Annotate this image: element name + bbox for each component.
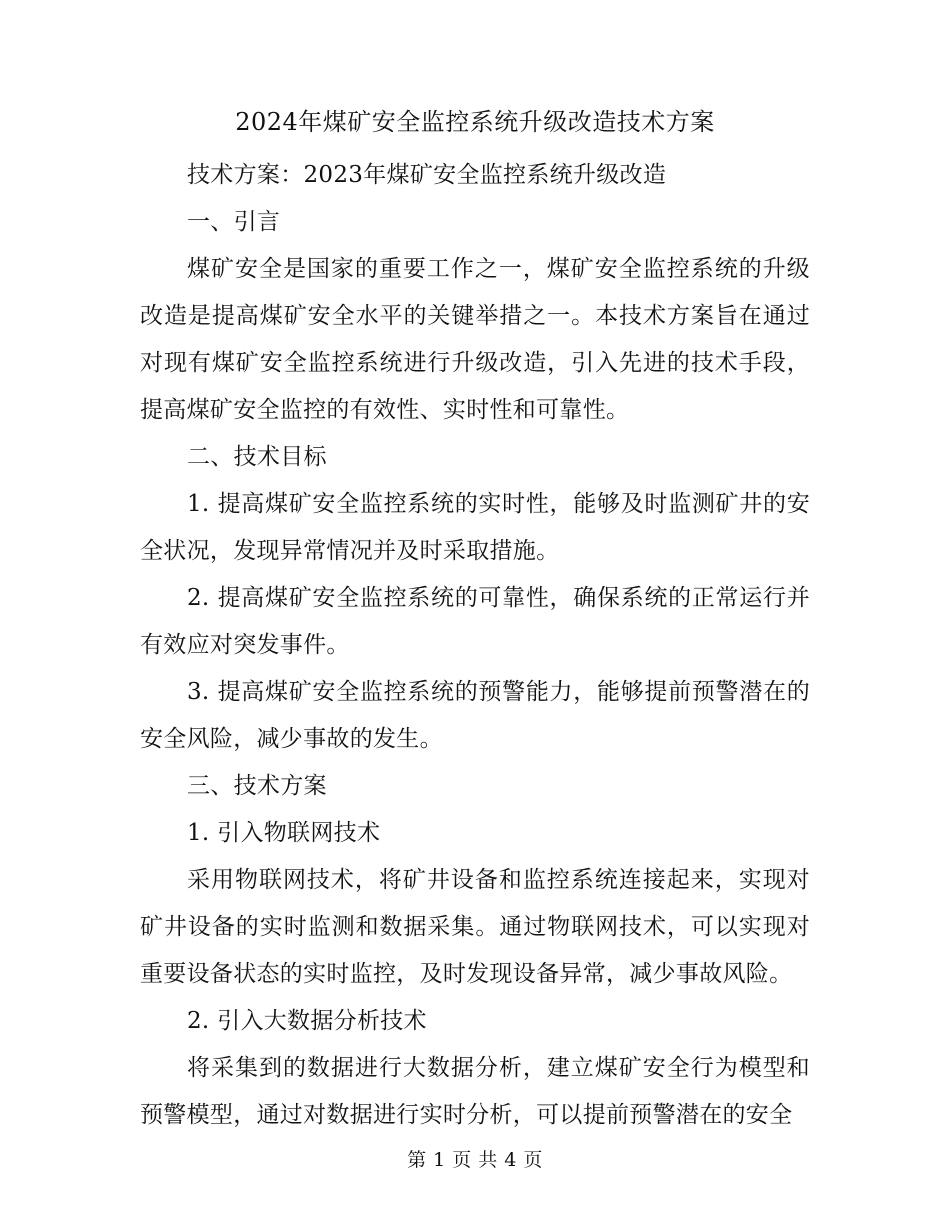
paragraph-goal-2: 2. 提高煤矿安全监控系统的可靠性，确保系统的正常运行并有效应对突发事件。 <box>140 585 810 658</box>
document-title: 2024年煤矿安全监控系统升级改造技术方案 <box>235 108 715 136</box>
paragraph-goal-1: 1. 提高煤矿安全监控系统的实时性，能够及时监测矿井的安全状况，发现异常情况并及时采取措施。 <box>140 491 810 564</box>
paragraph-big-data: 将采集到的数据进行大数据分析，建立煤矿安全行为模型和预警模型，通过对数据进行实时分析，可以提前预警潜在的安全 <box>140 1055 810 1128</box>
paragraph-subtitle: 技术方案：2023年煤矿安全监控系统升级改造 <box>187 162 667 188</box>
heading-introduction: 一、引言 <box>187 209 281 235</box>
heading-big-data: 2. 引入大数据分析技术 <box>187 1008 427 1034</box>
paragraph-iot: 采用物联网技术，将矿井设备和监控系统连接起来，实现对矿井设备的实时监测和数据采集。通过物联网技术，可以实现对重要设备状态的实时监控，及时发现设备异常，减少事故风险。 <box>140 867 810 987</box>
heading-technical-plan: 三、技术方案 <box>187 773 327 799</box>
heading-iot: 1. 引入物联网技术 <box>187 820 381 846</box>
paragraph-introduction: 煤矿安全是国家的重要工作之一，煤矿安全监控系统的升级改造是提高煤矿安全水平的关键举措之一。本技术方案旨在通过对现有煤矿安全监控系统进行升级改造，引入先进的技术手段，提高煤矿安全监控的有效性、实时性和可靠性。 <box>140 256 810 423</box>
document-body <box>140 152 810 1139</box>
heading-technical-goals: 二、技术目标 <box>187 444 327 470</box>
paragraph-goal-3: 3. 提高煤矿安全监控系统的预警能力，能够提前预警潜在的安全风险，减少事故的发生。 <box>140 679 810 752</box>
page-number-footer: 第 1 页 共 4 页 <box>407 1149 543 1171</box>
